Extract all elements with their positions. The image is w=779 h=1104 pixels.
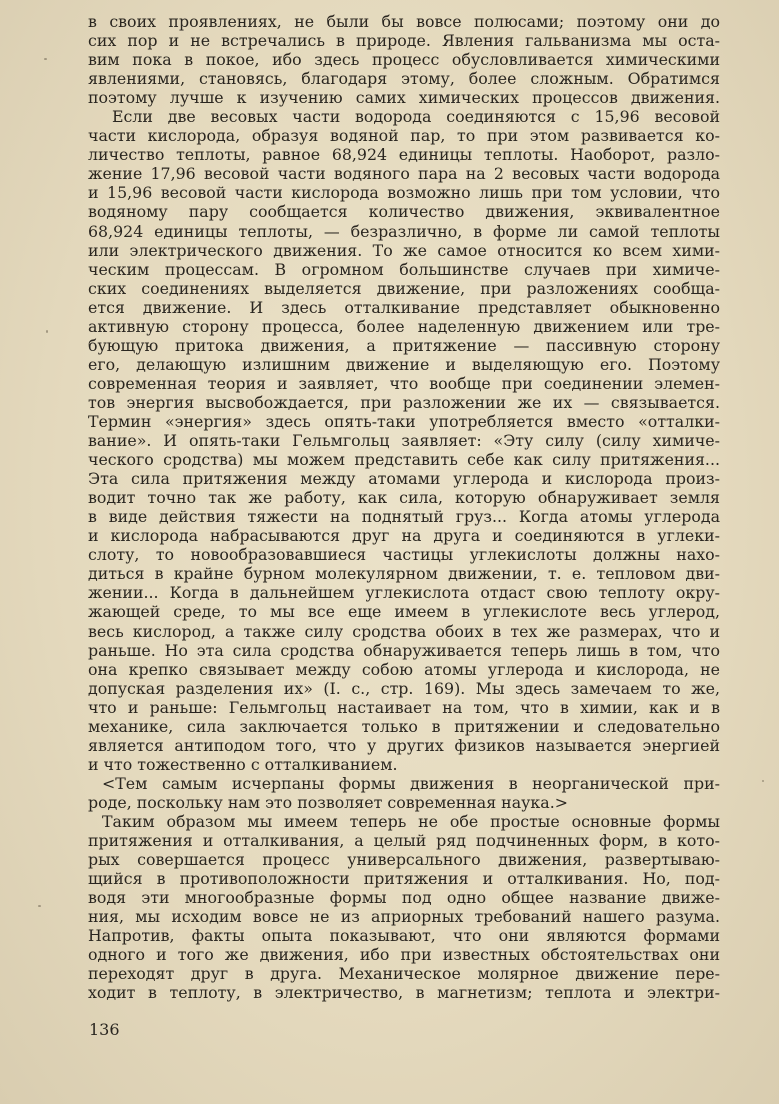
text-line: диться в крайне бурном молекулярном движении, т. е. тепловом дви- bbox=[88, 564, 720, 584]
text-line: или электрического движения. То же самое относится ко всем хими- bbox=[88, 240, 720, 260]
text-line: личество теплоты, равное 68,924 единицы теплоты. Наоборот, разло- bbox=[88, 145, 720, 165]
text-line: механике, сила заключается только в притяжении и следовательно bbox=[88, 716, 720, 736]
text-line: жении... Когда в дальнейшем углекислота отдаст свою теплоту окру- bbox=[88, 583, 720, 603]
text-line: слоту, то новообразовавшиеся частицы углекислоты должны нахо- bbox=[88, 545, 720, 565]
text-line: весь кислород, а также силу сродства обоих в тех же размерах, что и bbox=[88, 621, 720, 641]
paper-speck bbox=[762, 780, 764, 782]
text-line: Напротив, факты опыта показывают, что они являются формами bbox=[88, 926, 720, 946]
text-line: Таким образом мы имеем теперь не обе простые основные формы bbox=[102, 811, 720, 831]
text-line: допуская разделения их» (I. с., стр. 169). Мы здесь замечаем то же, bbox=[88, 678, 720, 698]
text-line: в своих проявлениях, не были бы вовсе полюсами; поэтому они до bbox=[88, 12, 720, 31]
text-line: ходит в теплоту, в электричество, в магнетизм; теплота и электри- bbox=[88, 983, 720, 1003]
text-line: она крепко связывает между собою атомы углерода и кислорода, не bbox=[88, 659, 720, 679]
text-line: водит точно так же работу, как сила, которую обнаруживает земля bbox=[88, 488, 720, 508]
text-line: что и раньше: Гельмгольц настаивает на том, что в химии, как и в bbox=[88, 697, 720, 717]
text-line: одного и того же движения, ибо при известных обстоятельствах они bbox=[88, 945, 720, 965]
text-line: поэтому лучше к изучению самих химических процессов движения. bbox=[88, 88, 720, 108]
text-line: ческого сродства) мы можем представить себе как силу притяжения... bbox=[88, 450, 720, 470]
text-line: современная теория и заявляет, что вообще при соединении элемен- bbox=[88, 373, 720, 393]
text-line: переходят друг в друга. Механическое молярное движение пере- bbox=[88, 964, 720, 984]
paper-speck bbox=[44, 58, 47, 60]
text-line: ческим процессам. В огромном большинстве случаев при химиче- bbox=[88, 259, 720, 279]
text-line: щийся в противоположности притяжения и отталкивания. Но, под- bbox=[88, 869, 720, 889]
page-number: 136 bbox=[89, 1020, 120, 1039]
text-line: части кислорода, образуя водяной пар, то при этом развивается ко- bbox=[88, 126, 720, 146]
text-line: и кислорода набрасываются друг на друга и соединяются в углеки- bbox=[88, 526, 720, 546]
text-line: ских соединениях выделяется движение, при разложениях сообща- bbox=[88, 278, 720, 298]
text-line: жающей среде, то мы все еще имеем в углекислоте весь углерод, bbox=[88, 602, 720, 622]
text-line: вание». И опять-таки Гельмгольц заявляет: «Эту силу (силу химиче- bbox=[88, 431, 720, 451]
text-line: Эта сила притяжения между атомами углерода и кислорода произ- bbox=[88, 469, 720, 489]
text-line: сих пор и не встречались в природе. Явления гальванизма мы оста- bbox=[88, 31, 720, 51]
text-line: жение 17,96 весовой части водяного пара на 2 весовых части водорода bbox=[88, 164, 720, 184]
text-line: явлениями, становясь, благодаря этому, более сложным. Обратимся bbox=[88, 69, 720, 89]
text-line: рых совершается процесс универсального движения, развертываю- bbox=[88, 850, 720, 870]
paper-speck bbox=[38, 905, 41, 907]
text-line: и 15,96 весовой части кислорода возможно лишь при том условии, что bbox=[88, 183, 720, 203]
text-line: раньше. Но эта сила сродства обнаруживается теперь лишь в том, что bbox=[88, 640, 720, 660]
text-line: водя эти многообразные формы под одно общее название движе- bbox=[88, 888, 720, 908]
text-line: его, делающую излишним движение и выделяющую его. Поэтому bbox=[88, 354, 720, 374]
text-line: ния, мы исходим вовсе не из априорных требований нашего разума. bbox=[88, 907, 720, 927]
text-line: роде, поскольку нам это позволяет современная наука.> bbox=[88, 792, 568, 812]
text-line: водяному пару сообщается количество движения, эквивалентное bbox=[88, 202, 720, 222]
text-line: притяжения и отталкивания, а целый ряд подчиненных форм, в кото- bbox=[88, 831, 720, 851]
page-body-text bbox=[88, 12, 720, 1002]
text-line: <Тем самым исчерпаны формы движения в неорганической при- bbox=[102, 773, 720, 793]
text-line: бующую притока движения, а притяжение — пассивную сторону bbox=[88, 335, 720, 355]
text-line: является антиподом того, что у других физиков называется энергией bbox=[88, 735, 720, 755]
text-line: в виде действия тяжести на поднятый груз... Когда атомы углерода bbox=[88, 507, 720, 527]
paper-speck bbox=[46, 330, 48, 333]
text-line: вим пока в покое, ибо здесь процесс обусловливается химическими bbox=[88, 50, 720, 70]
text-line: Термин «энергия» здесь опять-таки употребляется вместо «отталки- bbox=[88, 411, 720, 431]
text-line: и что тожественно с отталкиванием. bbox=[88, 754, 398, 774]
text-line: 68,924 единицы теплоты, — безразлично, в форме ли самой теплоты bbox=[88, 221, 720, 241]
text-line: тов энергия высвобождается, при разложении же их — связывается. bbox=[88, 392, 720, 412]
text-line: активную сторону процесса, более наделенную движением или тре- bbox=[88, 316, 720, 336]
text-line: Если две весовых части водорода соединяются с 15,96 весовой bbox=[112, 107, 720, 127]
text-line: ется движение. И здесь отталкивание представляет обыкновенно bbox=[88, 297, 720, 317]
